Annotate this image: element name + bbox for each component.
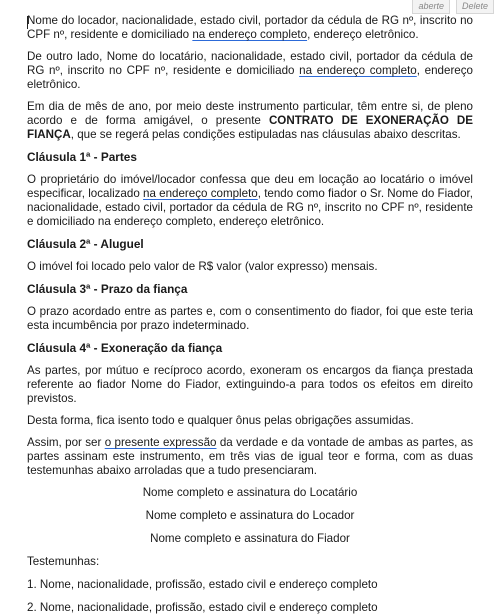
paragraph-clause-1	[27, 173, 473, 229]
text-run: , endereço eletrônico.	[27, 64, 473, 91]
clause-heading-2: Cláusula 2ª - Aluguel	[27, 237, 144, 251]
clause-heading-1: Cláusula 1ª - Partes	[27, 150, 137, 164]
paragraph-locatario	[27, 50, 473, 92]
paragraph-exemption: Desta forma, fica isento todo e qualquer ônus pelas obrigações assumidas.	[27, 414, 414, 427]
witness-2: 2. Nome, nacionalidade, profissão, estado civil e endereço completo	[27, 601, 378, 614]
text-run: O proprietário do imóvel/locador confessa que deu em locação ao locatário o imóvel especificar, localizado	[27, 173, 473, 200]
spellcheck-underlined-text[interactable]: na endereço completo	[192, 28, 308, 41]
spellcheck-underlined-text[interactable]: na endereço completo	[143, 187, 258, 200]
text-run: Assim, por ser	[27, 436, 105, 449]
toolbar-item-aberte[interactable]: aberte	[412, 0, 450, 14]
text-run: , tendo como fiador o Sr. Nome do Fiador, nacionalidade, estado civil, portador da cédula de RG nº, inscrito no CPF nº, residente e domiciliado na endereço completo, endereço eletrônico.	[27, 187, 474, 228]
paragraph-clause-3: O prazo acordado entre as partes e, com o consentimento do fiador, foi que este teria esta incumbência por prazo indeterminado.	[27, 305, 473, 332]
paragraph-clause-4: As partes, por mútuo e recíproco acordo, exoneram os encargos da fiança prestada referente ao fiador Nome do Fiador, extinguindo-a para todos os efeitos em direito previstos.	[27, 364, 473, 405]
text-run: De outro lado, Nome do locatário, nacionalidade, estado civil, portador da cédula de RG nº, inscrito no CPF nº, residente e domiciliado	[27, 50, 473, 77]
witnesses-label: Testemunhas:	[27, 555, 100, 568]
text-run: Em dia de mês de ano, por meio deste instrumento particular, têm entre si, de pleno acordo e de forma amigável, o presente	[27, 100, 473, 127]
signature-locador: Nome completo e assinatura do Locador	[145, 509, 355, 522]
signature-fiador: Nome completo e assinatura do Fiador	[150, 532, 350, 545]
signature-locatario: Nome completo e assinatura do Locatário	[142, 486, 358, 499]
paragraph-clause-2: O imóvel foi locado pelo valor de R$ valor (valor expresso) mensais.	[27, 260, 378, 273]
text-run: , endereço eletrônico.	[307, 28, 419, 41]
toolbar-item-delete[interactable]: Delete	[456, 0, 494, 14]
paragraph-closing	[27, 436, 473, 478]
spellcheck-underlined-text[interactable]: o presente expressão	[104, 436, 217, 449]
clause-heading-4: Cláusula 4ª - Exoneração da fiança	[27, 341, 223, 355]
text-run: da verdade e da vontade de ambas as partes, as partes assinam este instrumento, em três vias de igual teor e forma, com as duas testemunhas abaixo arroladas que a tudo presenciaram.	[27, 436, 474, 477]
paragraph-locador	[27, 14, 473, 42]
text-run: Nome do locador, nacionalidade, estado civil, portador da cédula de RG nº, inscrito no CPF nº, residente e domiciliado	[27, 14, 473, 41]
text-run: , que se regerá pelas condições estipuladas nas cláusulas abaixo descritas.	[70, 128, 461, 141]
clause-heading-3: Cláusula 3ª - Prazo da fiança	[27, 282, 188, 296]
contract-title: CONTRATO DE EXONERAÇÃO DE FIANÇA	[27, 114, 474, 141]
witness-1: 1. Nome, nacionalidade, profissão, estado civil e endereço completo	[27, 578, 378, 591]
paragraph-intro	[27, 100, 473, 142]
spellcheck-underlined-text[interactable]: na endereço completo	[299, 64, 417, 77]
